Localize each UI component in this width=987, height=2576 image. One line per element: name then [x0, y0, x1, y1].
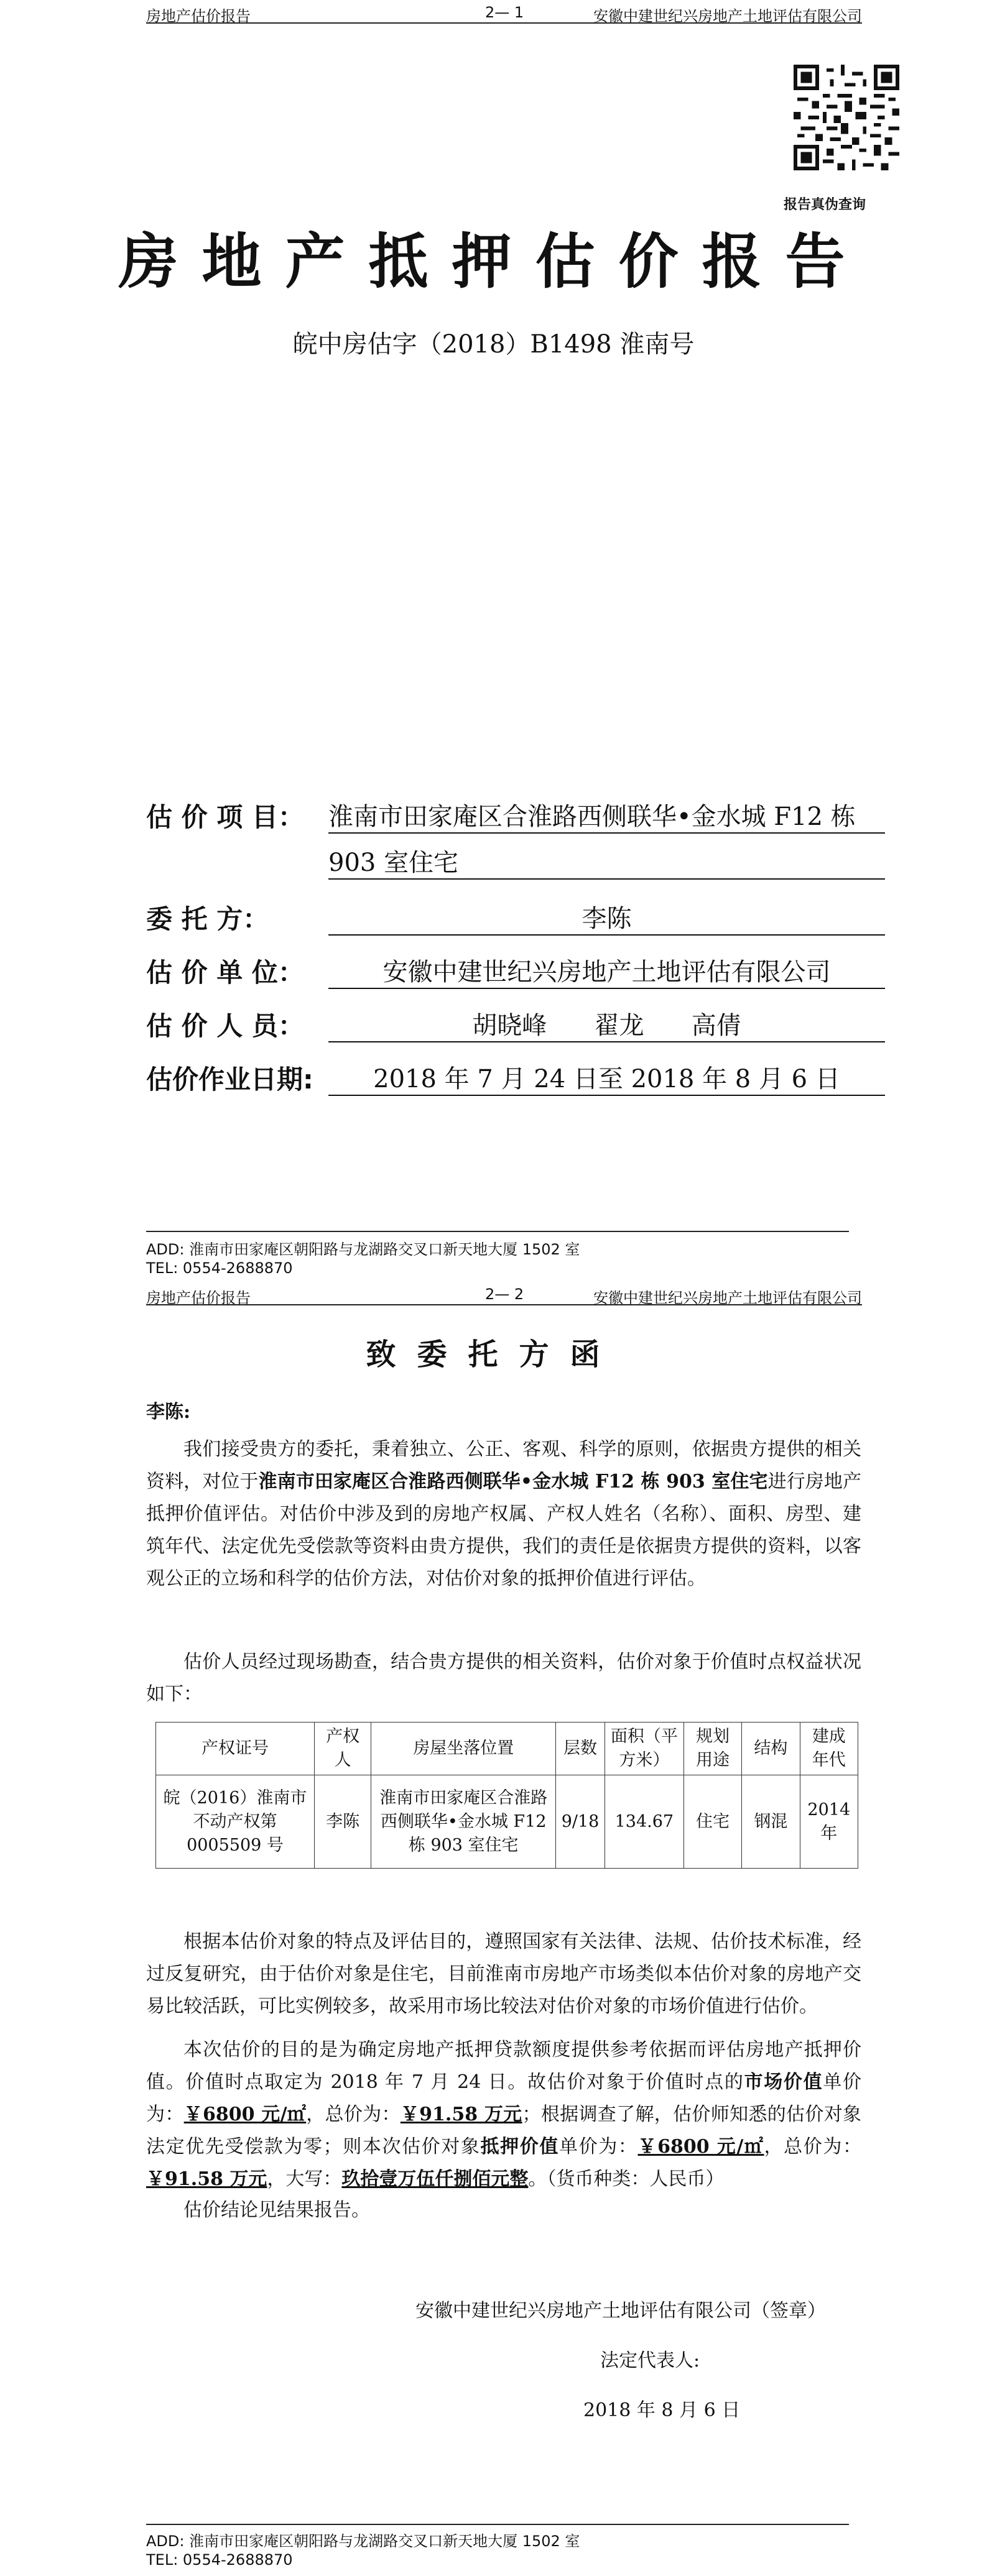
letter-paragraph-2: 估价人员经过现场勘查，结合贵方提供的相关资料，估价对象于价值时点权益状况如下： — [146, 1651, 861, 1705]
table-cell-area: 134.67 — [605, 1775, 683, 1869]
page2-header — [146, 1286, 862, 1305]
page2-footer-divider — [146, 2524, 849, 2525]
page2-footer-tel: TEL: 0554-2688870 — [146, 2551, 293, 2569]
header-page-no: 2— 2 — [485, 1286, 524, 1303]
header-page-no: 2— 1 — [485, 4, 524, 21]
table-header-cell: 层数 — [556, 1723, 605, 1775]
project-value-line1: 淮南市田家庵区合淮路西侧联华•金水城 F12 栋 — [328, 797, 885, 834]
table-cell-owner: 李陈 — [314, 1775, 371, 1869]
letter-paragraph-1: 我们接受贵方的委托，秉着独立、公正、客观、科学的原则，依据贵方提供的相关资料，对位于淮南市田家庵区合淮路西侧联华•金水城 F12 栋 903 室住宅进行房地产抵押价值评估。对估价中涉及到的房地产权属、产权人姓名（名称）、面积、房型、建筑年代、法定优先受偿款等资料由贵方提供，我们的责任是依据贵方提供的资料，以客观公正的立场和科学的估价方法，对估价对象的抵押价值进行评估。 — [146, 1438, 861, 1589]
letter-paragraph-5: 估价结论见结果报告。 — [183, 2199, 370, 2221]
page1-footer-tel: TEL: 0554-2688870 — [146, 1259, 293, 1277]
table-header-cell: 面积（平方米） — [605, 1723, 683, 1775]
qr-caption: 报告真伪查询 — [784, 197, 866, 213]
property-rights-table — [155, 1722, 858, 1869]
table-header-cell: 产权人 — [314, 1723, 371, 1775]
header-right: 安徽中建世纪兴房地产土地评估有限公司 — [593, 7, 862, 25]
page1-footer-address: ADD: 淮南市田家庵区朝阳路与龙湖路交叉口新天地大厦 1502 室 — [146, 1241, 580, 1258]
market-total-price: ￥91.58 万元 — [400, 2104, 522, 2125]
table-header-cell: 建成年代 — [800, 1723, 858, 1775]
letter-title: 致委托方函 — [366, 1337, 621, 1372]
page2-footer-address: ADD: 淮南市田家庵区朝阳路与龙湖路交叉口新天地大厦 1502 室 — [146, 2532, 580, 2550]
signature-date: 2018 年 8 月 6 日 — [583, 2399, 741, 2421]
market-unit-price: ￥6800 元/㎡ — [183, 2104, 307, 2125]
project-value-line2: 903 室住宅 — [328, 843, 885, 880]
qr-code[interactable] — [789, 60, 904, 175]
valuer-staff-value: 胡晓峰 翟龙 高倩 — [328, 1006, 885, 1042]
table-cell-floor: 9/18 — [556, 1775, 605, 1869]
mortgage-total-price: ￥91.58 万元 — [146, 2168, 267, 2190]
table-header-row — [156, 1723, 858, 1775]
header-left: 房地产估价报告 — [146, 1289, 251, 1307]
table-cell-cert-no: 皖（2016）淮南市不动产权第 0005509 号 — [156, 1775, 315, 1869]
table-cell-structure: 钢混 — [742, 1775, 800, 1869]
letter-salutation: 李陈: — [146, 1401, 191, 1423]
valuer-staff-label: 估 价 人 员： — [146, 1011, 304, 1041]
property-address: 淮南市田家庵区合淮路西侧联华•金水城 F12 栋 903 室住宅 — [258, 1471, 768, 1493]
page1-header — [146, 4, 862, 24]
table-header-cell: 结构 — [742, 1723, 800, 1775]
client-value: 李陈 — [328, 899, 885, 936]
valuer-unit-label: 估 价 单 位： — [146, 957, 304, 988]
table-header-cell: 产权证号 — [156, 1723, 315, 1775]
table-row — [156, 1775, 858, 1869]
valuer-unit-value: 安徽中建世纪兴房地产土地评估有限公司 — [328, 952, 885, 989]
work-date-label: 估价作业日期: — [146, 1064, 313, 1095]
letter-paragraph-3: 根据本估价对象的特点及评估目的，遵照国家有关法律、法规、估价技术标准，经过反复研究，由于估价对象是住宅，目前淮南市房地产市场类似本估价对象的房地产交易比较活跃，可比实例较多，故采用市场比较法对估价对象的市场价值进行估价。 — [146, 1931, 861, 2017]
work-date-value: 2018 年 7 月 24 日至 2018 年 8 月 6 日 — [328, 1059, 885, 1096]
project-label: 估 价 项 目： — [146, 802, 304, 832]
report-title: 房地产抵押估价报告 — [118, 227, 869, 297]
table-cell-location: 淮南市田家庵区合淮路西侧联华•金水城 F12 栋 903 室住宅 — [371, 1775, 556, 1869]
header-left: 房地产估价报告 — [146, 7, 251, 25]
page1-footer-divider — [146, 1231, 849, 1232]
amount-in-words: 玖拾壹万伍仟捌佰元整 — [341, 2168, 529, 2190]
table-cell-year: 2014 年 — [800, 1775, 858, 1869]
signature-legal-rep: 法定代表人: — [600, 2350, 700, 2371]
report-number: 皖中房估字（2018）B1498 淮南号 — [292, 330, 695, 359]
table-header-cell: 规划用途 — [683, 1723, 741, 1775]
table-header-cell: 房屋坐落位置 — [371, 1723, 556, 1775]
letter-paragraph-4: 本次估价的目的是为确定房地产抵押贷款额度提供参考依据而评估房地产抵押价值。价值时点取定为 2018 年 7 月 24 日。故估价对象于价值时点的市场价值单价为：￥6800 元/㎡，总价为：￥91.58 万元；根据调查了解，估价师知悉的估价对象法定优先受偿款为零；则本次估价对象抵押价值单价为：￥6800 元/㎡，总价为：￥91.58 万元，大写：玖拾壹万伍仟捌佰元整。（货币种类：人民币） — [146, 2039, 862, 2190]
mortgage-unit-price: ￥6800 元/㎡ — [637, 2136, 764, 2158]
qr-code-icon — [794, 65, 899, 170]
client-label: 委 托 方： — [146, 904, 269, 934]
table-cell-use: 住宅 — [683, 1775, 741, 1869]
header-right: 安徽中建世纪兴房地产土地评估有限公司 — [593, 1289, 862, 1307]
signature-company: 安徽中建世纪兴房地产土地评估有限公司（签章） — [415, 2300, 826, 2322]
